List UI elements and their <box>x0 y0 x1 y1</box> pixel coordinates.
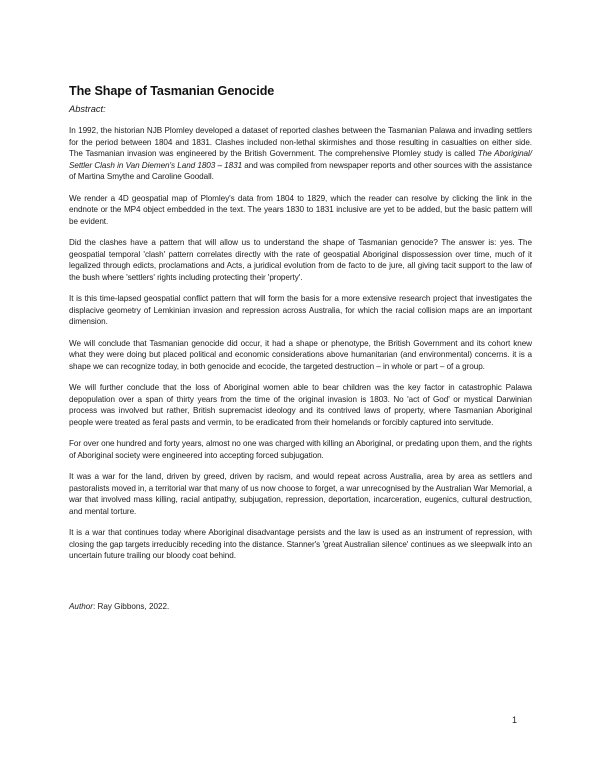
paragraph-1-text-a: In 1992, the historian NJB Plomley developed a dataset of reported clashes between the Tasmanian Palawa and invading settlers for the period between 1804 and 1831. Clashes included non-lethal skirmishes and those resulting in casualties on either side. The Tasmanian invasion was engineered by the British Government. The comprehensive Plomley study is called <box>69 126 532 158</box>
paragraph-1 <box>69 125 532 183</box>
author-line <box>69 602 532 611</box>
document-title: The Shape of Tasmanian Genocide <box>69 84 275 98</box>
author-value: : Ray Gibbons, 2022. <box>92 601 170 611</box>
paragraph-1-text-b: and was compiled from newspaper reports and other sources with the assistance of Martina Smythe and Caroline Goodall. <box>69 160 532 181</box>
paragraph-9: It is a war that continues today where Aboriginal disadvantage persists and the law is used as an instrument of repression, with closing the gap targets irreducibly receding into the distance. Stanner's 'great Australian silence' continues as we sleepwalk into an uncertain future trailing our bloody coat behind. <box>69 528 532 560</box>
paragraph-6: We will further conclude that the loss of Aboriginal women able to bear children was the key factor in catastrophic Palawa depopulation over a span of thirty years from the time of the original invasion is 1803. No 'act of God' or mystical Darwinian process was involved but rather, British supremacist ideology and its contrived laws of property, where Tasmanian Aboriginal people were treated as feral pasts and vermin, to be eradicated from their homelands or forcibly captured into servitude. <box>69 383 532 427</box>
paragraph-4: It is this time-lapsed geospatial conflict pattern that will form the basis for a more extensive research project that investigates the displacive geometry of Lemkinian invasion and repression across Australia, for which the racial collision maps are an important dimension. <box>69 294 532 326</box>
page-number: 1 <box>512 715 518 725</box>
paragraph-5: We will conclude that Tasmanian genocide did occur, it had a shape or phenotype, the British Government and its cohort knew what they were doing but placed political and economic considerations above humanitarian (and environmental) concerns. it is a shape we can recognize today, in both genocide and ecocide, the targeted destruction – in whole or part – of a group. <box>69 338 532 371</box>
author-label: Author <box>69 601 93 611</box>
paragraph-7: For over one hundred and forty years, almost no one was charged with killing an Aboriginal, or predating upon them, and the rights of Aboriginal society were engineered into accepting forced subjugation. <box>69 439 532 460</box>
paragraph-2: We render a 4D geospatial map of Plomley's data from 1804 to 1829, which the reader can resolve by clicking the link in the endnote or the MP4 object embedded in the text. The years 1830 to 1831 inclusive are yet to be added, but the basic pattern will be evident. <box>69 193 532 226</box>
plomley-study-title: The Aboriginal/ Settler Clash in Van Diemen's Land 1803 – 1831 <box>69 149 532 170</box>
paragraph-3: Did the clashes have a pattern that will allow us to understand the shape of Tasmanian genocide? The answer is: yes. The geospatial temporal 'clash' pattern correlates directly with the rate of geospatial Aboriginal dispossession over time, much of it legalized through edicts, proclamations and Acts, a juridical evolution from de facto to de jure, all giving tacit support to the law of the bush where 'settlers' rights including protecting their 'property'. <box>69 238 532 282</box>
document-body <box>69 84 532 611</box>
abstract-label: Abstract: <box>69 104 106 114</box>
paragraph-8: It was a war for the land, driven by greed, driven by racism, and would repeat across Australia, area by area as settlers and pastoralists moved in, a territorial war that many of us now choose to forget, a war unrecognised by the Australian War Memorial, a war that involved mass killing, racial antipathy, subjugation, repression, deportation, incarceration, eugenics, cultural destruction, and mental torture. <box>69 472 532 516</box>
